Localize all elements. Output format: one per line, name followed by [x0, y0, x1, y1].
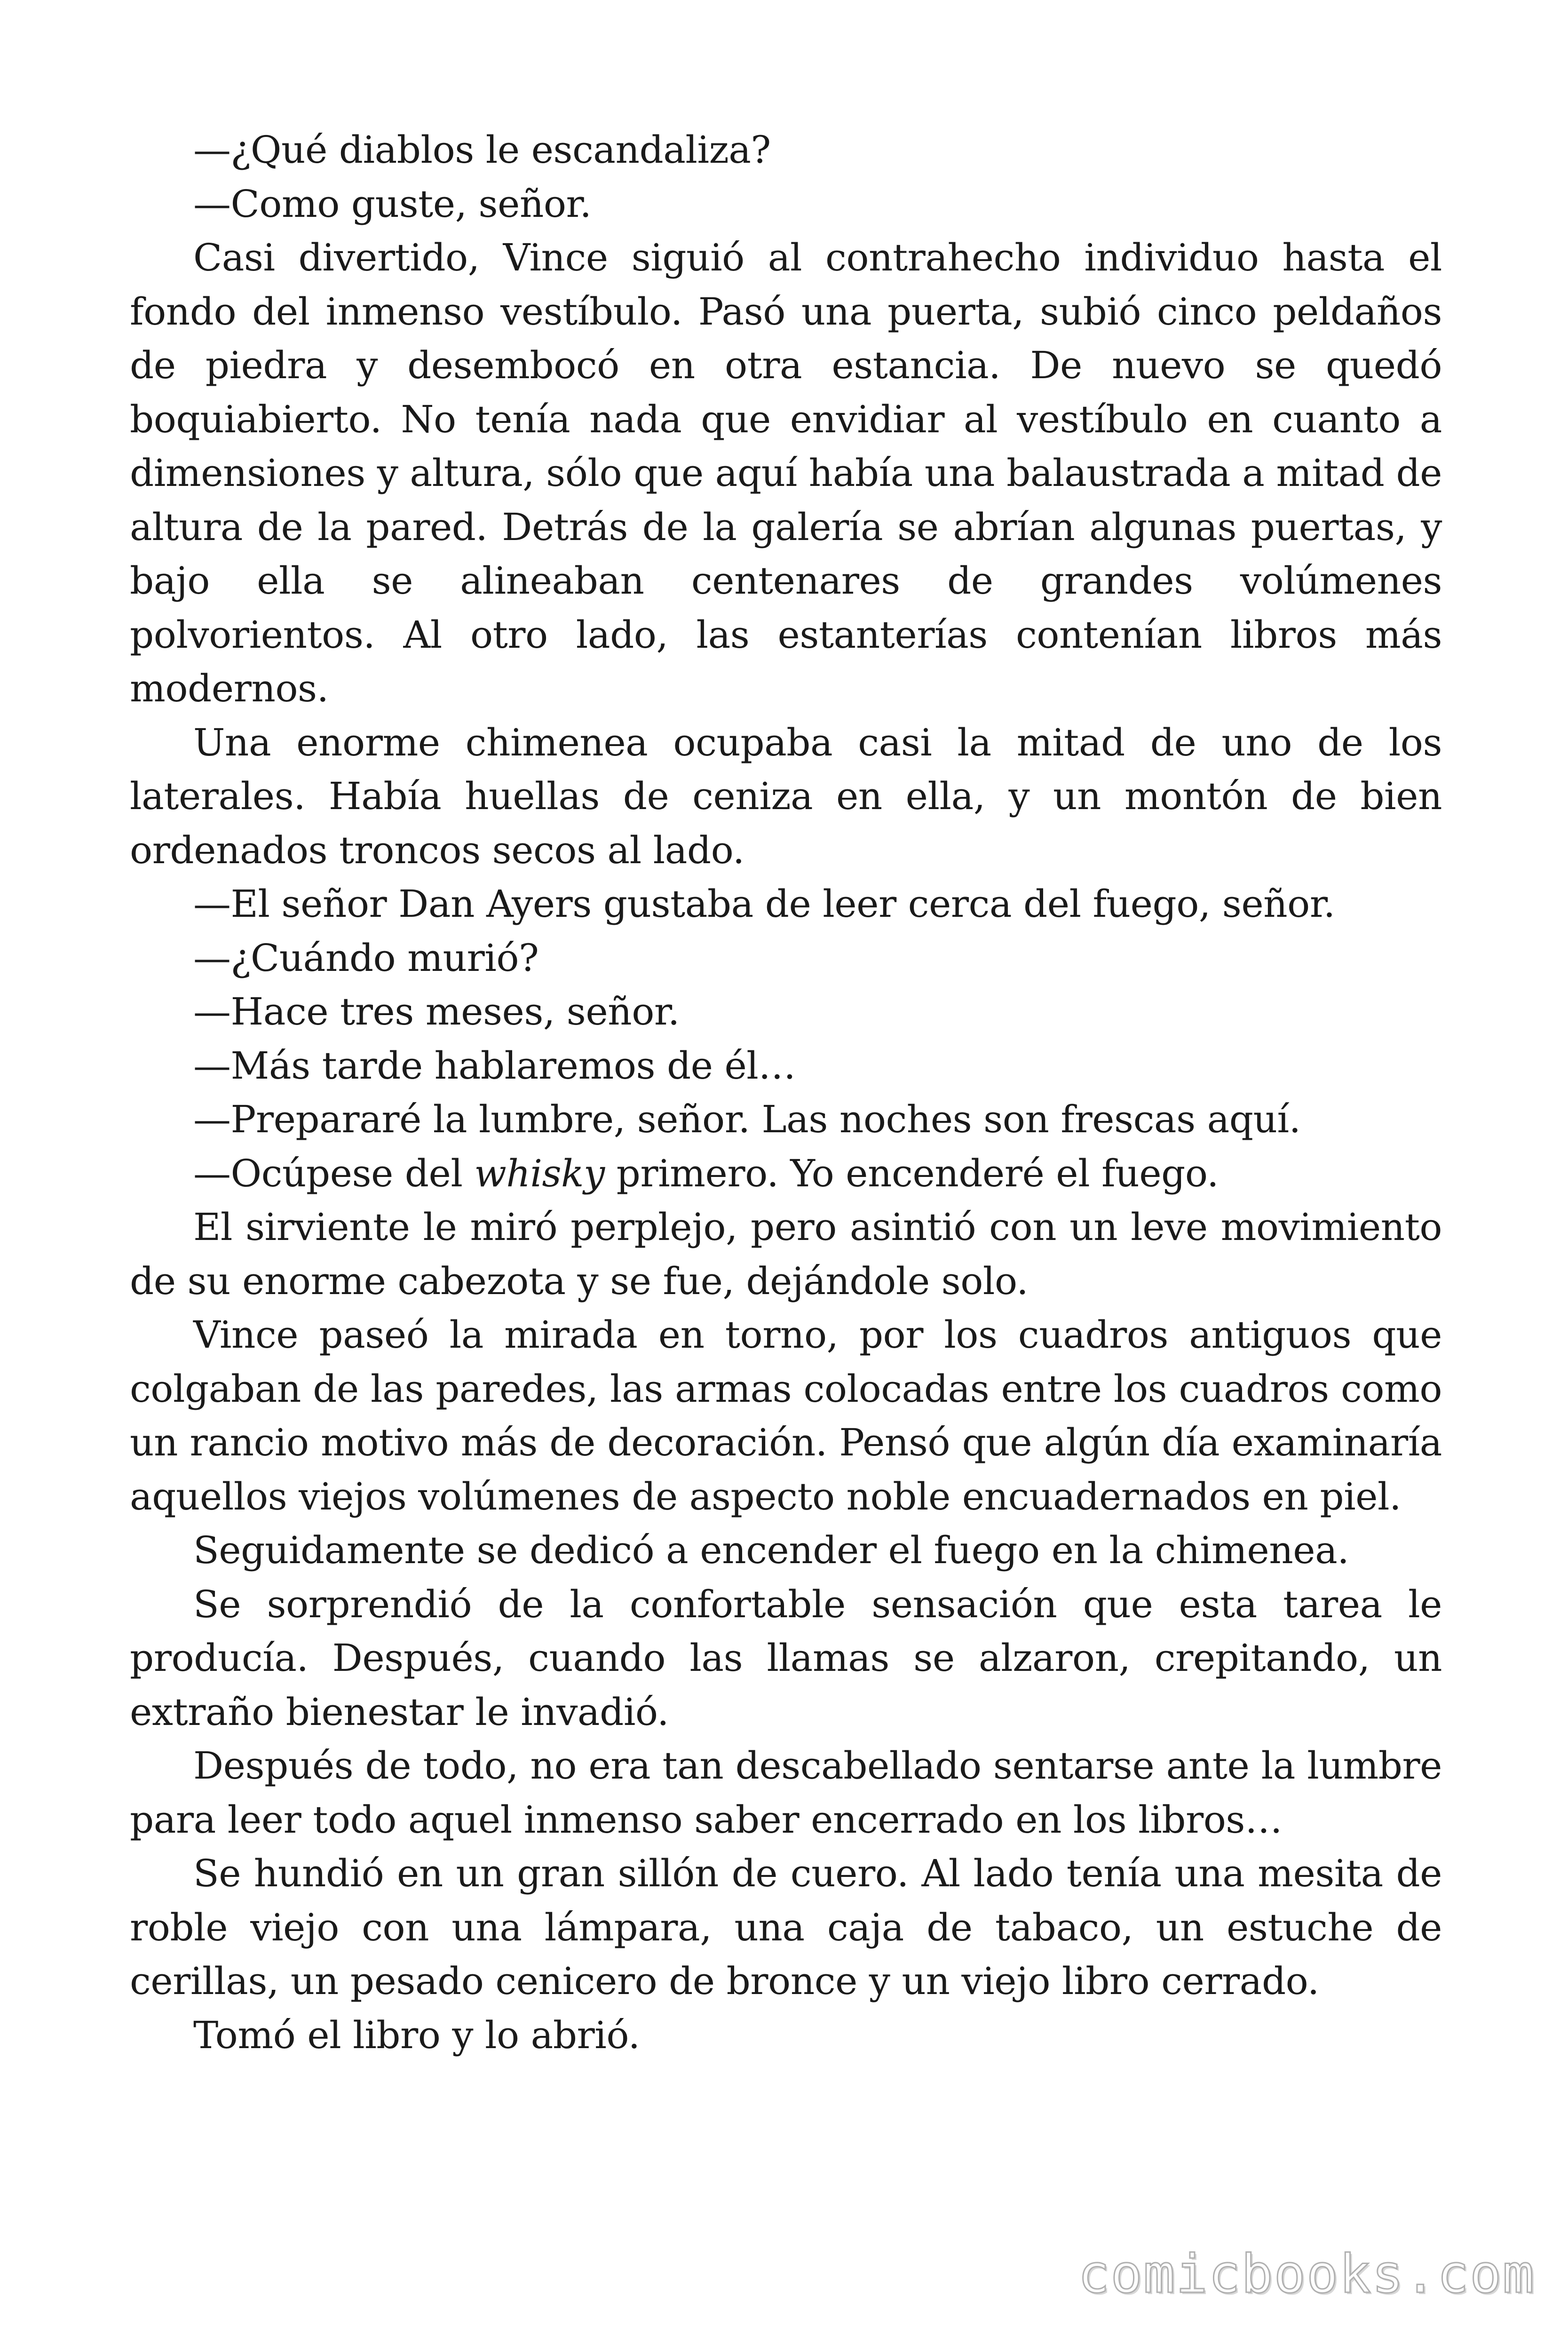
paragraph: [130, 1308, 1442, 1524]
paragraph-text: Se sorprendió de la confortable sensación que esta tarea le producía. Después, cuando las llamas se alzaron, crepitando, un extraño bienestar le invadió.: [130, 1582, 1442, 1734]
paragraph-text: —Ocúpese del: [193, 1151, 475, 1195]
paragraph-text: Seguidamente se dedicó a encender el fuego en la chimenea.: [193, 1528, 1349, 1572]
paragraph: [130, 1739, 1442, 1847]
paragraph-text: Se hundió en un gran sillón de cuero. Al lado tenía una mesita de roble viejo con una lámpara, una caja de tabaco, un estuche de cerillas, un pesado cenicero de bronce y un viejo libro cerrado.: [130, 1851, 1442, 2003]
paragraph: [130, 1093, 1442, 1147]
paragraph: [130, 177, 1442, 231]
paragraph: [130, 1147, 1442, 1201]
paragraph: [130, 2009, 1442, 2063]
paragraph-text: primero. Yo encenderé el fuego.: [604, 1151, 1219, 1195]
paragraph: [130, 877, 1442, 931]
paragraph-text: —Hace tres meses, señor.: [193, 990, 680, 1033]
paragraph: [130, 1578, 1442, 1740]
paragraph-text: —Prepararé la lumbre, señor. Las noches son frescas aquí.: [193, 1097, 1301, 1141]
paragraph-text: —Más tarde hablaremos de él…: [193, 1043, 796, 1088]
paragraph: [130, 985, 1442, 1039]
paragraph: [130, 716, 1442, 878]
paragraph: [130, 1847, 1442, 2009]
paragraph: [130, 231, 1442, 716]
paragraph: [130, 123, 1442, 177]
paragraph-text: Vince paseó la mirada en torno, por los cuadros antiguos que colgaban de las paredes, las armas colocadas entre los cuadros como un rancio motivo más de decoración. Pensó que algún día examinaría aquellos viejos volúmenes de aspecto noble encuadernados en piel.: [130, 1313, 1442, 1518]
paragraph-text: —Como guste, señor.: [193, 182, 592, 226]
paragraph: [130, 1524, 1442, 1578]
paragraph-text: Casi divertido, Vince siguió al contrahecho individuo hasta el fondo del inmenso vestíbulo. Pasó una puerta, subió cinco peldaños de piedra y desembocó en otra estancia. De nuevo se quedó boquiabierto. No tenía nada que envidiar al vestíbulo en cuanto a dimensiones y altura, sólo que aquí había una balaustrada a mitad de altura de la pared. Detrás de la galería se abrían algunas puertas, y bajo ella se alineaban centenares de grandes volúmenes polvorientos. Al otro lado, las estanterías contenían libros más modernos.: [130, 236, 1442, 710]
paragraph-text: —¿Cuándo murió?: [193, 936, 539, 980]
paragraph: [130, 1200, 1442, 1308]
paragraph-text: —¿Qué diablos le escandaliza?: [193, 128, 771, 172]
paragraph-text: Tomó el libro y lo abrió.: [193, 2013, 640, 2057]
paragraph-text: Después de todo, no era tan descabellado sentarse ante la lumbre para leer todo aquel inmenso saber encerrado en los libros…: [130, 1744, 1442, 1842]
paragraph-text: Una enorme chimenea ocupaba casi la mitad de uno de los laterales. Había huellas de ceniza en ella, y un montón de bien ordenados troncos secos al lado.: [130, 720, 1442, 872]
paragraph-text: El sirviente le miró perplejo, pero asintió con un leve movimiento de su enorme cabezota y se fue, dejándole solo.: [130, 1205, 1442, 1303]
watermark-logo: comicbooks.com: [1077, 2244, 1535, 2305]
paragraph: [130, 931, 1442, 985]
italic-text: whisky: [474, 1151, 605, 1195]
page-body: [130, 123, 1442, 2062]
paragraph: [130, 1039, 1442, 1093]
paragraph-text: —El señor Dan Ayers gustaba de leer cerca del fuego, señor.: [193, 882, 1335, 926]
